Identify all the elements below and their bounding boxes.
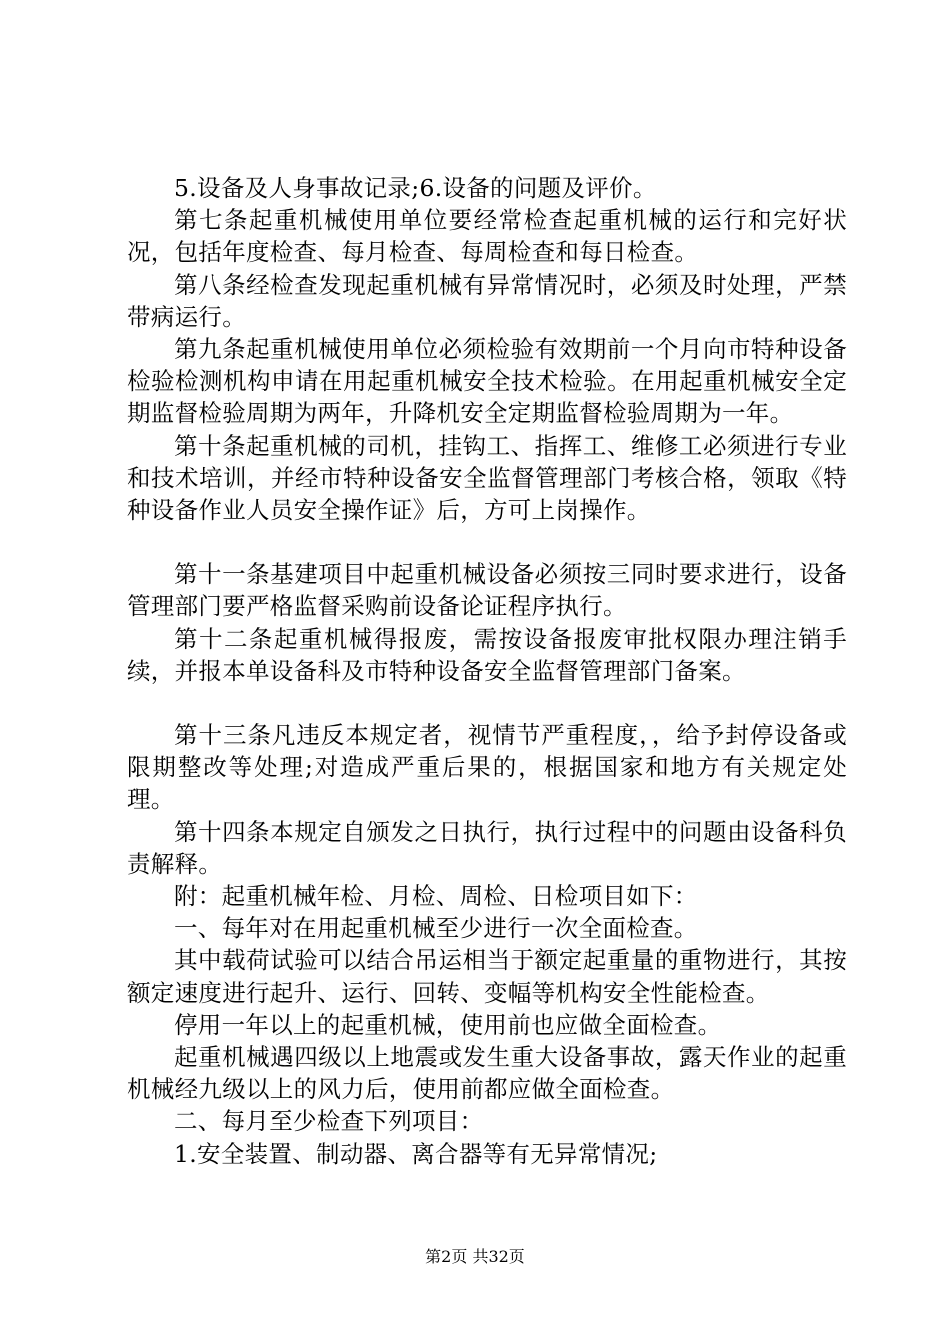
paragraph-article-12: 第十二条起重机械得报废，需按设备报废审批权限办理注销手续，并报本单设备科及市特种设备安全监督管理部门备案。 bbox=[127, 624, 847, 685]
paragraph-idle-equipment: 停用一年以上的起重机械，使用前也应做全面检查。 bbox=[174, 1010, 722, 1039]
paragraph-accident-record: 5.设备及人身事故记录;6.设备的问题及评价。 bbox=[174, 174, 657, 202]
paragraph-article-9: 第九条起重机械使用单位必须检验有效期前一个月向市特种设备检验检测机构申请在用起重机械安全技术检验。在用起重机械安全定期监督检验周期为两年，升降机安全定期监督检验周期为一年。 bbox=[127, 335, 847, 428]
paragraph-article-13: 第十三条凡违反本规定者，视情节严重程度，，给予封停设备或限期整改等处理;对造成严重后果的，根据国家和地方有关规定处理。 bbox=[127, 721, 847, 814]
paragraph-article-11: 第十一条基建项目中起重机械设备必须按三同时要求进行，设备管理部门要严格监督采购前设备论证程序执行。 bbox=[127, 560, 847, 621]
paragraph-earthquake-wind: 起重机械遇四级以上地震或发生重大设备事故，露天作业的起重机械经九级以上的风力后，使用前都应做全面检查。 bbox=[127, 1043, 847, 1104]
paragraph-article-14: 第十四条本规定自颁发之日执行，执行过程中的问题由设备科负责解释。 bbox=[127, 817, 847, 878]
document-body bbox=[127, 172, 847, 1170]
paragraph-monthly-heading: 二、每月至少检查下列项目： bbox=[174, 1107, 484, 1136]
paragraph-annual-check: 一、每年对在用起重机械至少进行一次全面检查。 bbox=[174, 914, 698, 943]
page-number-footer: 第2页 共32页 bbox=[425, 1247, 525, 1266]
paragraph-article-10: 第十条起重机械的司机，挂钩工、指挥工、维修工必须进行专业和技术培训，并经市特种设备安全监督管理部门考核合格，领取《特种设备作业人员安全操作证》后，方可上岗操作。 bbox=[127, 431, 847, 525]
paragraph-load-test: 其中载荷试验可以结合吊运相当于额定起重量的重物进行，其按额定速度进行起升、运行、回转、变幅等机构安全性能检查。 bbox=[127, 946, 847, 1007]
paragraph-appendix-heading: 附：起重机械年检、月检、周检、日检项目如下： bbox=[174, 882, 698, 911]
paragraph-monthly-item-1: 1.安全装置、制动器、离合器等有无异常情况; bbox=[174, 1139, 658, 1168]
paragraph-article-7: 第七条起重机械使用单位要经常检查起重机械的运行和完好状况，包括年度检查、每月检查、每周检查和每日检查。 bbox=[127, 206, 847, 267]
paragraph-article-8: 第八条经检查发现起重机械有异常情况时，必须及时处理，严禁带病运行。 bbox=[127, 270, 847, 331]
